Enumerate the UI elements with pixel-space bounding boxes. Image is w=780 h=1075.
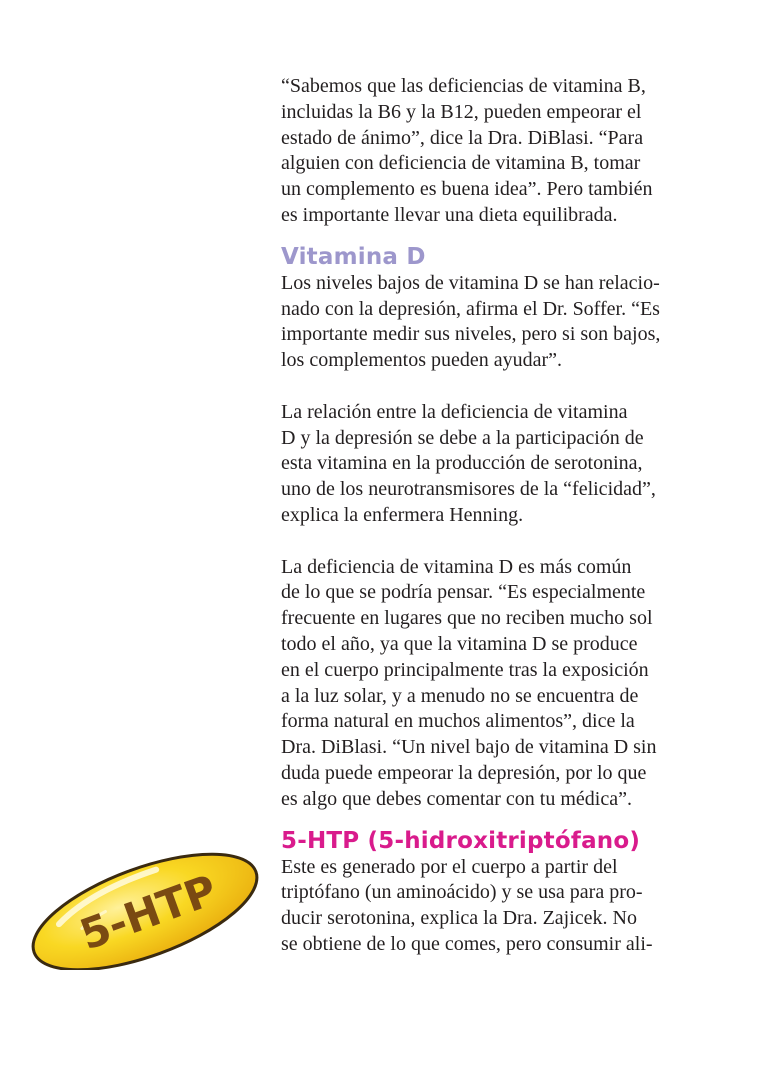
text-line: Este es generado por el cuerpo a partir del [281, 855, 618, 878]
text-line: estado de ánimo”, dice la Dra. DiBlasi. “Para [281, 126, 644, 149]
vitamin-d-paragraph-3 [281, 555, 729, 813]
text-line: duda puede empeorar la depresión, por lo que [281, 761, 647, 784]
paragraph-gap [281, 529, 729, 555]
text-line: D y la depresión se debe a la participación de [281, 426, 644, 449]
5htp-paragraph-1 [281, 855, 729, 958]
text-line: La deficiencia de vitamina D es más común [281, 555, 632, 578]
text-line: en el cuerpo principalmente tras la exposición [281, 658, 649, 681]
paragraph-gap [281, 374, 729, 400]
vitamin-d-heading: Vitamina D [281, 243, 426, 270]
text-line: La relación entre la deficiencia de vitamina [281, 400, 628, 423]
text-line: todo el año, ya que la vitamina D se produce [281, 632, 638, 655]
5htp-capsule-illustration [20, 850, 270, 970]
text-line: uno de los neurotransmisores de la “felicidad”, [281, 478, 656, 501]
text-line: es algo que debes comentar con tu médica”. [281, 787, 632, 810]
text-line: explica la enfermera Henning. [281, 503, 524, 526]
capsule-svg [20, 850, 270, 970]
text-line: importante medir sus niveles, pero si son bajos, [281, 323, 661, 346]
text-line: los complementos pueden ayudar”. [281, 349, 563, 372]
text-line: ducir serotonina, explica la Dra. Zajicek. No [281, 907, 637, 930]
text-line: Los niveles bajos de vitamina D se han relacio- [281, 271, 660, 294]
text-line: es importante llevar una dieta equilibrada. [281, 203, 618, 226]
vitamin-d-paragraph-2 [281, 400, 729, 529]
text-line: Dra. DiBlasi. “Un nivel bajo de vitamina D sin [281, 736, 657, 759]
text-line: esta vitamina en la producción de serotonina, [281, 452, 643, 475]
capsule-label: 5-HTP [73, 865, 224, 960]
article-column [281, 74, 729, 958]
text-line: incluidas la B6 y la B12, pueden empeorar el [281, 100, 642, 123]
text-line: un complemento es buena idea”. Pero también [281, 178, 653, 201]
5htp-heading: 5-HTP (5-hidroxitriptófano) [281, 827, 641, 854]
text-line: a la luz solar, y a menudo no se encuentra de [281, 684, 639, 707]
text-line: frecuente en lugares que no reciben mucho sol [281, 607, 653, 630]
text-line: de lo que se podría pensar. “Es especialmente [281, 581, 646, 604]
text-line: se obtiene de lo que comes, pero consumir ali- [281, 932, 653, 955]
text-line: nado con la depresión, afirma el Dr. Soffer. “Es [281, 297, 660, 320]
text-line: triptófano (un aminoácido) y se usa para pro- [281, 881, 643, 904]
text-line: forma natural en muchos alimentos”, dice la [281, 710, 635, 733]
text-line: “Sabemos que las deficiencias de vitamina B, [281, 75, 646, 97]
vitamin-d-paragraph-1 [281, 271, 729, 374]
intro-paragraph [281, 74, 729, 229]
text-line: alguien con deficiencia de vitamina B, tomar [281, 152, 641, 175]
